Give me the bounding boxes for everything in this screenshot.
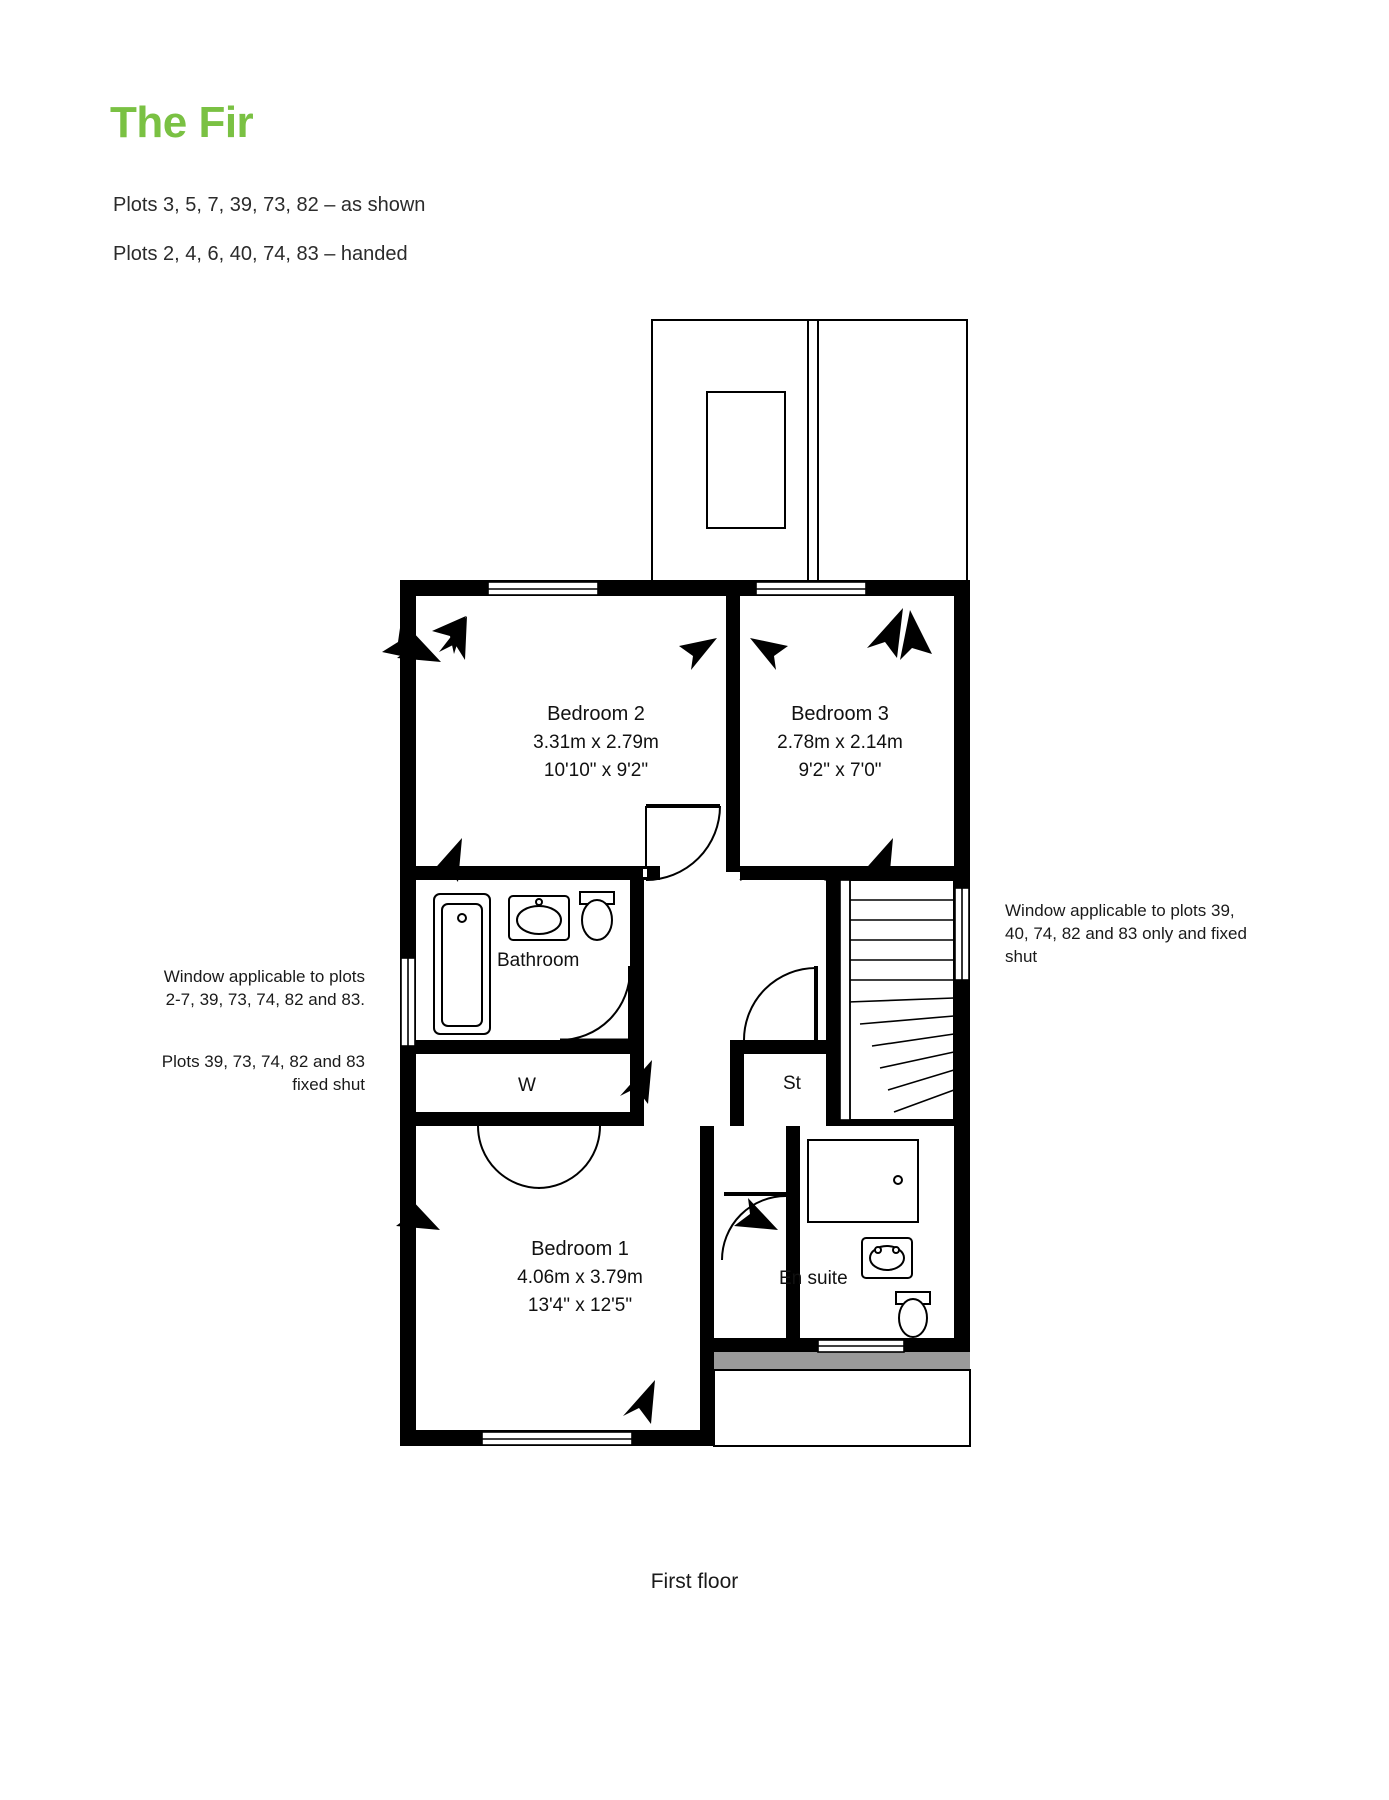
room-label-storage: St	[783, 1073, 801, 1094]
bedroom-1-name: Bedroom 1	[531, 1238, 629, 1260]
bedroom-3-imperial: 9'2" x 7'0"	[798, 759, 882, 781]
page-title: The Fir	[110, 98, 254, 147]
note-window-left-2: Plots 39, 73, 74, 82 and 83 fixed shut	[161, 1052, 365, 1094]
plots-handed-text: Plots 2, 4, 6, 40, 74, 83 – handed	[113, 243, 408, 265]
bedroom-3-name: Bedroom 3	[791, 703, 889, 725]
ensuite-fixtures	[808, 1140, 930, 1337]
bedroom-2-imperial: 10'10" x 9'2"	[543, 759, 649, 781]
bedroom-2-name: Bedroom 2	[547, 703, 645, 725]
bedroom-3-metric: 2.78m x 2.14m	[777, 732, 903, 753]
roof-projection	[652, 320, 967, 590]
note-window-right: Window applicable to plots 39, 40, 74, 82 and 83 only and fixed shut	[1005, 901, 1247, 966]
room-label-bathroom: Bathroom	[497, 950, 580, 971]
room-label-bedroom-3	[730, 700, 950, 784]
room-label-bedroom-1	[440, 1235, 720, 1319]
bedroom-1-metric: 4.06m x 3.79m	[517, 1267, 643, 1288]
wall-notches	[643, 869, 647, 877]
bedroom-1-imperial: 13'4" x 12'5"	[527, 1294, 633, 1316]
room-label-ensuite: En suite	[779, 1268, 848, 1289]
room-label-bedroom-2	[486, 700, 706, 784]
bedroom-2-metric: 3.31m x 2.79m	[533, 732, 659, 753]
plots-as-shown-text: Plots 3, 5, 7, 39, 73, 82 – as shown	[113, 194, 426, 216]
staircase	[840, 880, 954, 1120]
lower-roof-band	[714, 1352, 970, 1446]
note-window-left-1: Window applicable to plots 2-7, 39, 73, 74, 82 and 83.	[163, 967, 365, 1009]
room-label-wardrobe: W	[518, 1075, 536, 1096]
floor-caption: First floor	[650, 1570, 739, 1593]
